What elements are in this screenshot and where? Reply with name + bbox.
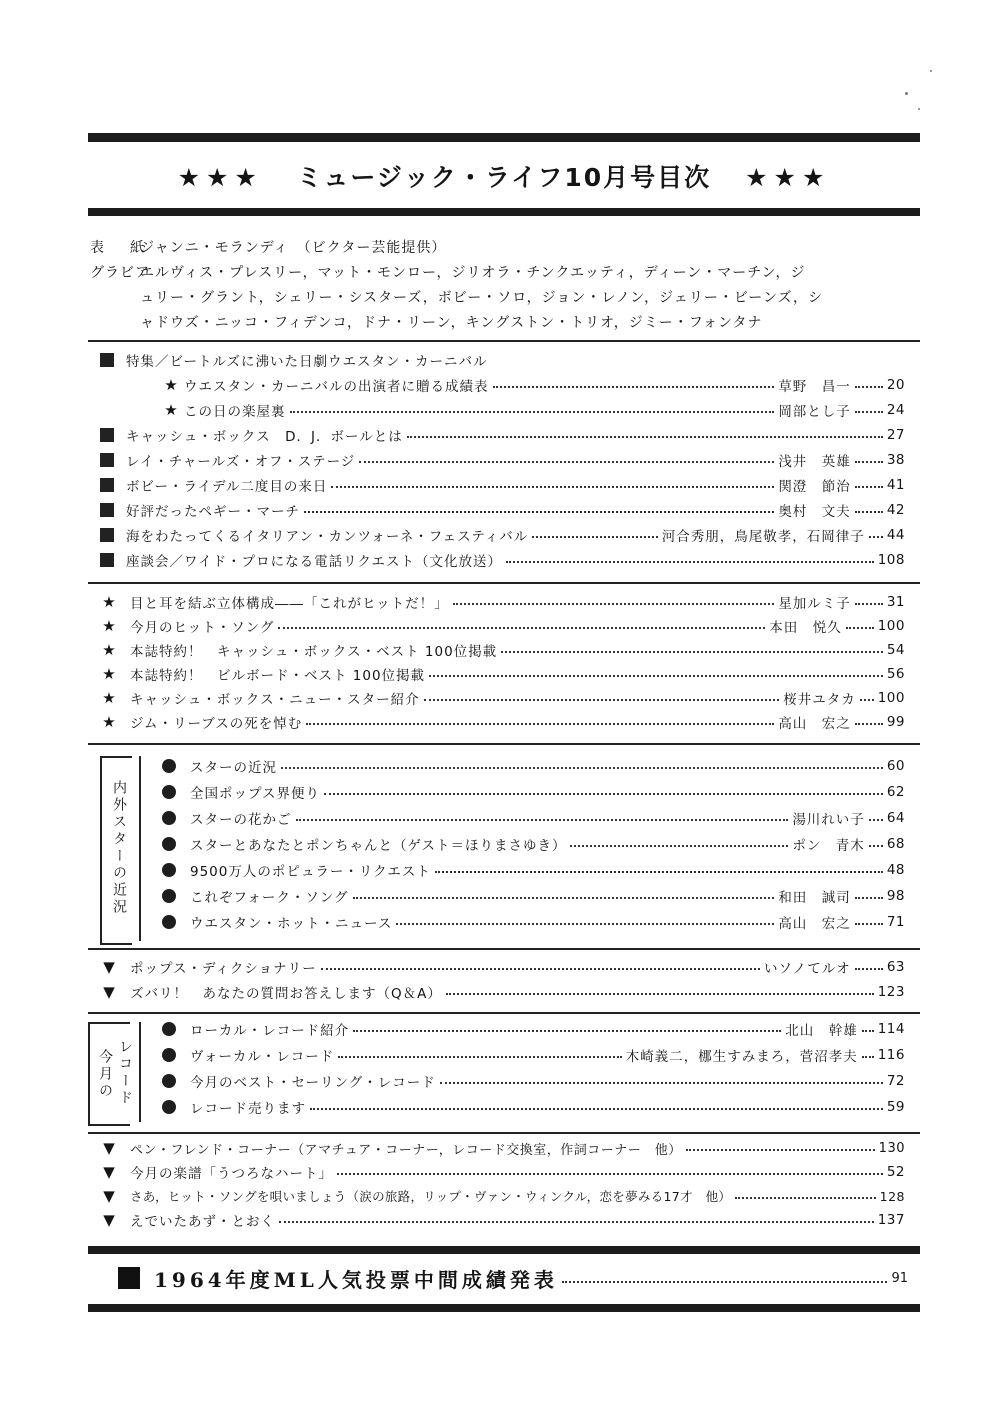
leader-dots: [855, 511, 883, 513]
entry-title: ボビー・ライデル二度目の来日: [126, 479, 328, 495]
toc-entry: [100, 523, 905, 547]
stars-left: ★★★: [177, 163, 263, 192]
leader-dots: [324, 793, 883, 795]
star-icon: ★: [102, 713, 116, 731]
toc-entry: [96, 955, 905, 979]
toc-entry: [96, 980, 905, 1004]
gravure-line-3: [140, 311, 762, 335]
leader-dots: [278, 627, 765, 629]
leader-dots: [855, 897, 883, 899]
square-bullet-icon: [100, 503, 114, 517]
triangle-down-icon: ▼: [103, 958, 115, 976]
cover-line: [90, 236, 446, 260]
leader-dots: [359, 461, 774, 463]
round-bullet-icon: [162, 837, 176, 851]
round-bullet-icon: [162, 863, 176, 877]
entry-title: ウエスタン・ホット・ニュース: [190, 916, 393, 932]
toc-entry: [96, 686, 905, 710]
entry-title: 全国ポップス界便り: [190, 786, 320, 802]
triangle-down-icon: ▼: [103, 983, 115, 1001]
stars-right: ★★★: [745, 163, 831, 192]
leader-dots: [396, 923, 774, 925]
gravure-line-1: [90, 261, 805, 285]
toc-entry: [162, 806, 905, 830]
toc-entry: [162, 754, 905, 778]
square-bullet-icon: [100, 453, 114, 467]
entry-page: 68: [886, 836, 905, 852]
entry-title: スターの近況: [190, 760, 277, 776]
entry-title: 今月の楽譜「うつろなハート」: [130, 1166, 333, 1182]
entry-author: 北山 幹雄: [785, 1023, 858, 1039]
leader-dots: [686, 1149, 875, 1151]
entry-page: 59: [886, 1099, 905, 1115]
leader-dots: [862, 1056, 874, 1058]
divider: [88, 1132, 920, 1134]
entry-title: 座談会／ワイド・プロになる電話リクエスト（文化放送）: [126, 554, 503, 570]
entry-title: これぞフォーク・ソング: [190, 890, 349, 906]
leader-dots: [869, 536, 883, 538]
entry-page: 42: [886, 502, 905, 518]
square-bullet-icon: [100, 428, 114, 442]
entry-page: 63: [886, 959, 905, 975]
toc-entry: [96, 710, 905, 734]
cover-label: 表 紙: [90, 240, 150, 256]
entry-title: ポップス・ディクショナリー: [130, 961, 317, 977]
entry-title: レコード売ります: [190, 1101, 306, 1117]
top-thick-rule: [88, 133, 920, 142]
entry-title: スターの花かご: [190, 812, 292, 828]
side-label-stars: 内外スターの近況: [111, 780, 127, 916]
leader-dots: [338, 1056, 622, 1058]
entry-title: キャッシュ・ボックス D．J．ボールとは: [126, 429, 403, 445]
round-bullet-icon: [162, 1022, 176, 1036]
title-bottom-rule: [88, 208, 920, 216]
entry-page: 24: [886, 402, 905, 418]
divider: [88, 582, 920, 584]
toc-entry: [96, 614, 905, 638]
round-bullet-icon: [162, 1100, 176, 1114]
entry-title: えでいたあず・とおく: [130, 1214, 275, 1230]
entry-page: 100: [877, 690, 905, 706]
entry-title: キャッシュ・ボックス・ニュー・スター紹介: [130, 692, 420, 708]
round-bullet-icon: [162, 1048, 176, 1062]
entry-author: 桜井ユタカ: [783, 692, 856, 708]
leader-dots: [353, 897, 775, 899]
entry-author: 奥村 文夫: [778, 504, 851, 520]
paper-speck: [918, 108, 920, 110]
entry-author: 岡部とし子: [778, 404, 851, 420]
star-icon: ★: [102, 593, 116, 611]
entry-author: 星加ルミ子: [778, 596, 851, 612]
entry-page: 48: [886, 862, 905, 878]
gravure-text: ュリー・グラント，シェリー・シスターズ，ボビー・ソロ，ジョン・レノン，ジェリー・ビーンズ，シ: [140, 290, 823, 306]
entry-title: ヴォーカル・レコード: [190, 1049, 335, 1065]
round-bullet-icon: [162, 915, 176, 929]
toc-entry: [162, 1095, 905, 1119]
toc-entry: [96, 1136, 905, 1160]
leader-dots: [407, 436, 883, 438]
entry-page: 100: [877, 618, 905, 634]
gravure-text: ャドウズ・ニッコ・フィデンコ，ドナ・リーン，キングストン・トリオ，ジミー・フォンタナ: [140, 315, 763, 331]
entry-page: 128: [879, 1188, 905, 1204]
entry-page: 98: [886, 888, 905, 904]
toc-entry: [162, 910, 905, 934]
entry-title: 本誌特約！ ビルボード・ベスト 100位掲載: [130, 668, 426, 684]
square-bullet-icon: [100, 353, 114, 367]
leader-dots: [337, 1173, 883, 1175]
entry-page: 62: [886, 784, 905, 800]
square-bullet-icon: [100, 478, 114, 492]
entry-page: 130: [878, 1140, 905, 1156]
leader-dots: [562, 1281, 888, 1283]
toc-entry: [162, 858, 905, 882]
toc-entry: [158, 398, 905, 422]
feature-page: 91: [891, 1270, 908, 1286]
entry-title: スターとあなたとポンちゃんと（ゲスト＝ほりまさゆき）: [190, 838, 567, 854]
side-label-record: レコード: [117, 1039, 133, 1107]
gravure-text: エルヴィス・プレスリー，マット・モンロー，ジリオラ・チンクエッティ，ディーン・マーチン，ジ: [140, 265, 806, 281]
triangle-down-icon: ▼: [103, 1139, 115, 1157]
paper-speck: [930, 70, 932, 72]
toc-entry: [96, 662, 905, 686]
entry-title: この日の楽屋裏: [184, 404, 286, 420]
toc-entry: [96, 1184, 905, 1208]
leader-dots: [290, 411, 775, 413]
entry-title: ジム・リーブスの死を悼む: [130, 716, 303, 732]
divider: [88, 340, 920, 342]
leader-dots: [304, 511, 774, 513]
entry-page: 54: [886, 642, 905, 658]
feature-entry: [118, 1262, 908, 1294]
round-bullet-icon: [162, 811, 176, 825]
leader-dots: [435, 871, 883, 873]
toc-entry: [100, 348, 905, 372]
leader-dots: [506, 561, 874, 563]
entry-author: 湯川れい子: [792, 812, 865, 828]
entry-title: 特集／ビートルズに沸いた日劇ウエスタン・カーニバル: [126, 354, 488, 370]
leader-dots: [855, 461, 883, 463]
entry-author: 河合秀朋，鳥尾敬孝，石岡律子: [661, 529, 865, 545]
toc-entry: [96, 1160, 905, 1184]
leader-dots: [321, 968, 760, 970]
entry-title: 好評だったペギー・マーチ: [126, 504, 300, 520]
star-icon: ★: [102, 689, 116, 707]
toc-entry: [96, 1208, 905, 1232]
leader-dots: [855, 603, 883, 605]
gravure-label: グラビア: [90, 265, 150, 281]
entry-title: 海をわたってくるイタリアン・カンツォーネ・フェスティバル: [126, 529, 529, 545]
entry-page: 27: [886, 427, 905, 443]
leader-dots: [855, 386, 883, 388]
leader-dots: [331, 486, 774, 488]
entry-title: レイ・チャールズ・オフ・ステージ: [126, 454, 356, 470]
entry-author: 和田 誠司: [778, 890, 851, 906]
entry-page: 71: [886, 914, 905, 930]
entry-page: 114: [877, 1021, 905, 1037]
entry-page: 108: [877, 552, 905, 568]
round-bullet-icon: [162, 1074, 176, 1088]
bottom-rule: [88, 1304, 920, 1312]
entry-title: 本誌特約！ キャッシュ・ボックス・ベスト 100位掲載: [130, 644, 498, 660]
star-icon: ★: [102, 665, 116, 683]
square-bullet-icon: [100, 528, 114, 542]
leader-dots: [869, 845, 883, 847]
star-icon: ★: [164, 376, 178, 394]
entry-title: ズバリ！ あなたの質問お答えします（Q＆A）: [130, 986, 442, 1002]
feature-title: 1964年度ML人気投票中間成績発表: [154, 1267, 558, 1292]
gravure-line-2: [140, 286, 823, 310]
leader-dots: [846, 627, 874, 629]
entry-title: 今月のヒット・ソング: [130, 620, 275, 636]
leader-dots: [446, 993, 874, 995]
toc-entry: [100, 498, 905, 522]
toc-entry: [162, 780, 905, 804]
toc-entry: [100, 423, 905, 447]
entry-title: 今月のベスト・セーリング・レコード: [190, 1075, 436, 1091]
round-bullet-icon: [162, 759, 176, 773]
leader-dots: [855, 968, 883, 970]
star-icon: ★: [102, 617, 116, 635]
entry-page: 52: [886, 1164, 905, 1180]
leader-dots: [493, 386, 775, 388]
section-bracket-line: [138, 1022, 141, 1122]
leader-dots: [570, 845, 788, 847]
cover-value: ジャンニ・モランディ （ビクター芸能提供）: [140, 240, 447, 256]
page-title: [88, 160, 920, 196]
toc-entry: [162, 1043, 905, 1067]
leader-dots: [281, 767, 883, 769]
leader-dots: [310, 1108, 883, 1110]
toc-entry: [162, 1069, 905, 1093]
toc-entry: [162, 1017, 905, 1041]
leader-dots: [855, 723, 883, 725]
entry-page: 60: [886, 758, 905, 774]
leader-dots: [501, 651, 883, 653]
entry-author: 草野 昌一: [778, 379, 851, 395]
entry-author: いソノてルオ: [763, 961, 851, 977]
triangle-down-icon: ▼: [103, 1163, 115, 1181]
leader-dots: [306, 723, 774, 725]
entry-title: ペン・フレンド・コーナー（アマチュア・コーナー，レコード交換室，作詞コーナー 他）: [130, 1142, 682, 1158]
leader-dots: [429, 675, 883, 677]
toc-entry: [158, 373, 905, 397]
toc-entry: [162, 832, 905, 856]
entry-author: 本田 悦久: [769, 620, 842, 636]
entry-author: 浅井 英雄: [778, 454, 851, 470]
paper-speck: [905, 92, 908, 95]
entry-page: 123: [877, 984, 905, 1000]
entry-page: 116: [877, 1047, 905, 1063]
leader-dots: [855, 923, 883, 925]
leader-dots: [353, 1030, 781, 1032]
triangle-down-icon: ▼: [103, 1187, 115, 1205]
toc-entry: [162, 884, 905, 908]
entry-page: 64: [886, 810, 905, 826]
leader-dots: [735, 1197, 875, 1199]
entry-page: 44: [886, 527, 905, 543]
entry-author: 木崎義二，梛生すみまろ，菅沼孝夫: [625, 1049, 858, 1065]
entry-title: ウエスタン・カーニバルの出演者に贈る成績表: [184, 379, 489, 395]
section-bracket-line: [138, 756, 141, 941]
toc-entry: [100, 473, 905, 497]
title-text: ミュージック・ライフ10月号目次: [296, 163, 712, 192]
divider: [88, 743, 920, 745]
leader-dots: [855, 486, 883, 488]
toc-entry: [96, 638, 905, 662]
entry-page: 56: [886, 666, 905, 682]
side-label-this-month: 今月の: [97, 1048, 113, 1100]
round-bullet-icon: [162, 785, 176, 799]
leader-dots: [855, 411, 883, 413]
square-bullet-icon: [118, 1267, 140, 1289]
square-bullet-icon: [100, 553, 114, 567]
toc-entry: [100, 448, 905, 472]
entry-author: ポン 青木: [792, 838, 865, 854]
entry-title: 目と耳を結ぶ立体構成――「これがヒットだ！」: [130, 596, 449, 612]
leader-dots: [860, 699, 874, 701]
leader-dots: [440, 1082, 883, 1084]
bottom-top-rule: [88, 1246, 920, 1254]
entry-author: 高山 宏之: [778, 716, 851, 732]
entry-page: 38: [886, 452, 905, 468]
toc-entry: [96, 590, 905, 614]
leader-dots: [279, 1221, 874, 1223]
entry-page: 20: [886, 377, 905, 393]
triangle-down-icon: ▼: [103, 1211, 115, 1229]
toc-entry: [100, 548, 905, 572]
entry-page: 31: [886, 594, 905, 610]
entry-page: 72: [886, 1073, 905, 1089]
entry-title: 9500万人のポピュラー・リクエスト: [190, 864, 431, 880]
entry-author: 高山 宏之: [778, 916, 851, 932]
entry-title: ローカル・レコード紹介: [190, 1023, 350, 1039]
entry-page: 99: [886, 714, 905, 730]
star-icon: ★: [164, 401, 178, 419]
entry-title: さあ，ヒット・ソングを唄いましょう（涙の旅路，リップ・ヴァン・ウィンクル，恋を夢みる17才 他）: [130, 1189, 732, 1204]
star-icon: ★: [102, 641, 116, 659]
entry-page: 41: [886, 477, 905, 493]
entry-author: 関澄 節治: [778, 479, 851, 495]
leader-dots: [453, 603, 775, 605]
divider: [88, 1012, 920, 1014]
leader-dots: [296, 819, 789, 821]
leader-dots: [862, 1030, 874, 1032]
entry-page: 137: [877, 1212, 905, 1228]
round-bullet-icon: [162, 889, 176, 903]
leader-dots: [532, 536, 658, 538]
divider: [88, 948, 920, 950]
leader-dots: [869, 819, 883, 821]
leader-dots: [424, 699, 780, 701]
